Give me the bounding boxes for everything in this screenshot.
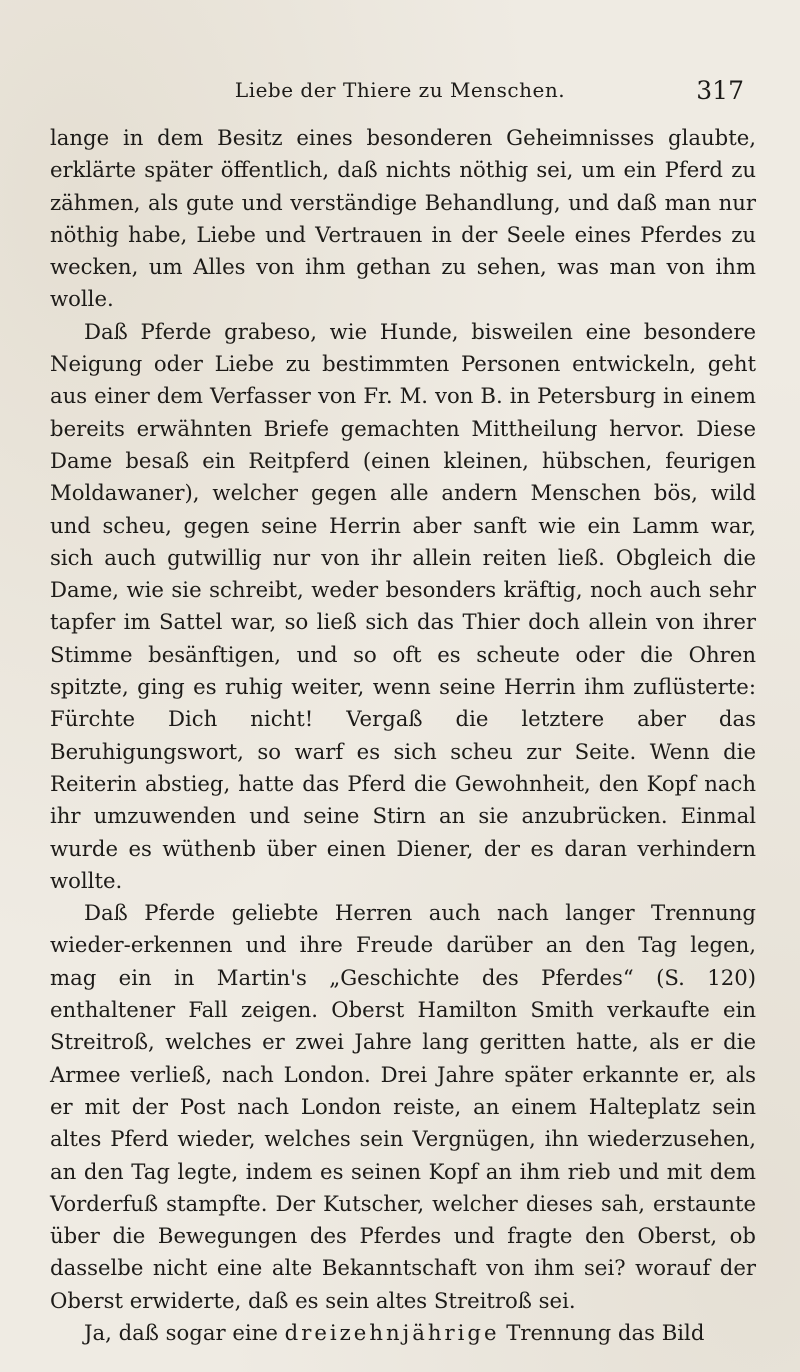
- paragraph-1: lange in dem Besitz eines besonderen Geheimnisses glaubte, erklärte später öffentlich, daß nichts nöthig sei, um ein Pferd zu zähmen, als gute und verständige Behandlung, und daß man nur nöthig habe, Liebe und Vertrauen in der Seele eines Pferdes zu wecken, um Alles von ihm gethan zu sehen, was man von ihm wolle.: [50, 125, 756, 312]
- running-title: Liebe der Thiere zu Menschen.: [234, 78, 566, 102]
- body-text: [50, 122, 756, 1349]
- paragraph-3: Daß Pferde geliebte Herren auch nach langer Trennung wieder-erkennen und ihre Freude darüber an den Tag legen, mag ein in Martin's „Geschichte des Pferdes“ (S. 120) enthaltener Fall zeigen. Oberst Hamilton Smith verkaufte ein Streitroß, welches er zwei Jahre lang geritten hatte, als er die Armee verließ, nach London. Drei Jahre später erkannte er, als er mit der Post nach London reiste, an einem Halteplatz sein altes Pferd wieder, welches sein Vergnügen, ihn wiederzusehen, an den Tag legte, indem es seinen Kopf an ihm rieb und mit dem Vorderfuß stampfte. Der Kutscher, welcher dieses sah, erstaunte über die Bewegungen des Pferdes und fragte den Oberst, ob dasselbe nicht eine alte Bekanntschaft von ihm sei? worauf der Oberst erwiderte, daß es sein altes Streitroß sei.: [50, 900, 756, 1313]
- emphasized-word: dreizehnjährige: [284, 1319, 500, 1345]
- paragraph-2: Daß Pferde grabeso, wie Hunde, bisweilen eine besondere Neigung oder Liebe zu bestimmten Personen entwickeln, geht aus einer dem Verfasser von Fr. M. von B. in Petersburg in einem bereits erwähnten Briefe gemachten Mittheilung hervor. Diese Dame besaß ein Reitpferd (einen kleinen, hübschen, feurigen Moldawaner), welcher gegen alle andern Menschen bös, wild und scheu, gegen seine Herrin aber sanft wie ein Lamm war, sich auch gutwillig nur von ihr allein reiten ließ. Obgleich die Dame, wie sie schreibt, weder besonders kräftig, noch auch sehr tapfer im Sattel war, so ließ sich das Thier doch allein von ihrer Stimme besänftigen, und so oft es scheute oder die Ohren spitzte, ging es ruhig weiter, wenn seine Herrin ihm zuflüsterte: Fürchte Dich nicht! Vergaß die letztere aber das Beruhigungswort, so warf es sich scheu zur Seite. Wenn die Reiterin abstieg, hatte das Pferd die Gewohnheit, den Kopf nach ihr umzuwenden und seine Stirn an sie anzubrücken. Einmal wurde es wüthenb über einen Diener, der es daran verhindern wollte.: [50, 318, 756, 893]
- paragraph-4: [50, 1317, 756, 1349]
- page-number: 317: [696, 76, 744, 105]
- paragraph-4-end: Trennung das Bild: [506, 1319, 705, 1345]
- running-head: [0, 78, 800, 114]
- paragraph-4-start: Ja, daß sogar eine: [84, 1319, 278, 1345]
